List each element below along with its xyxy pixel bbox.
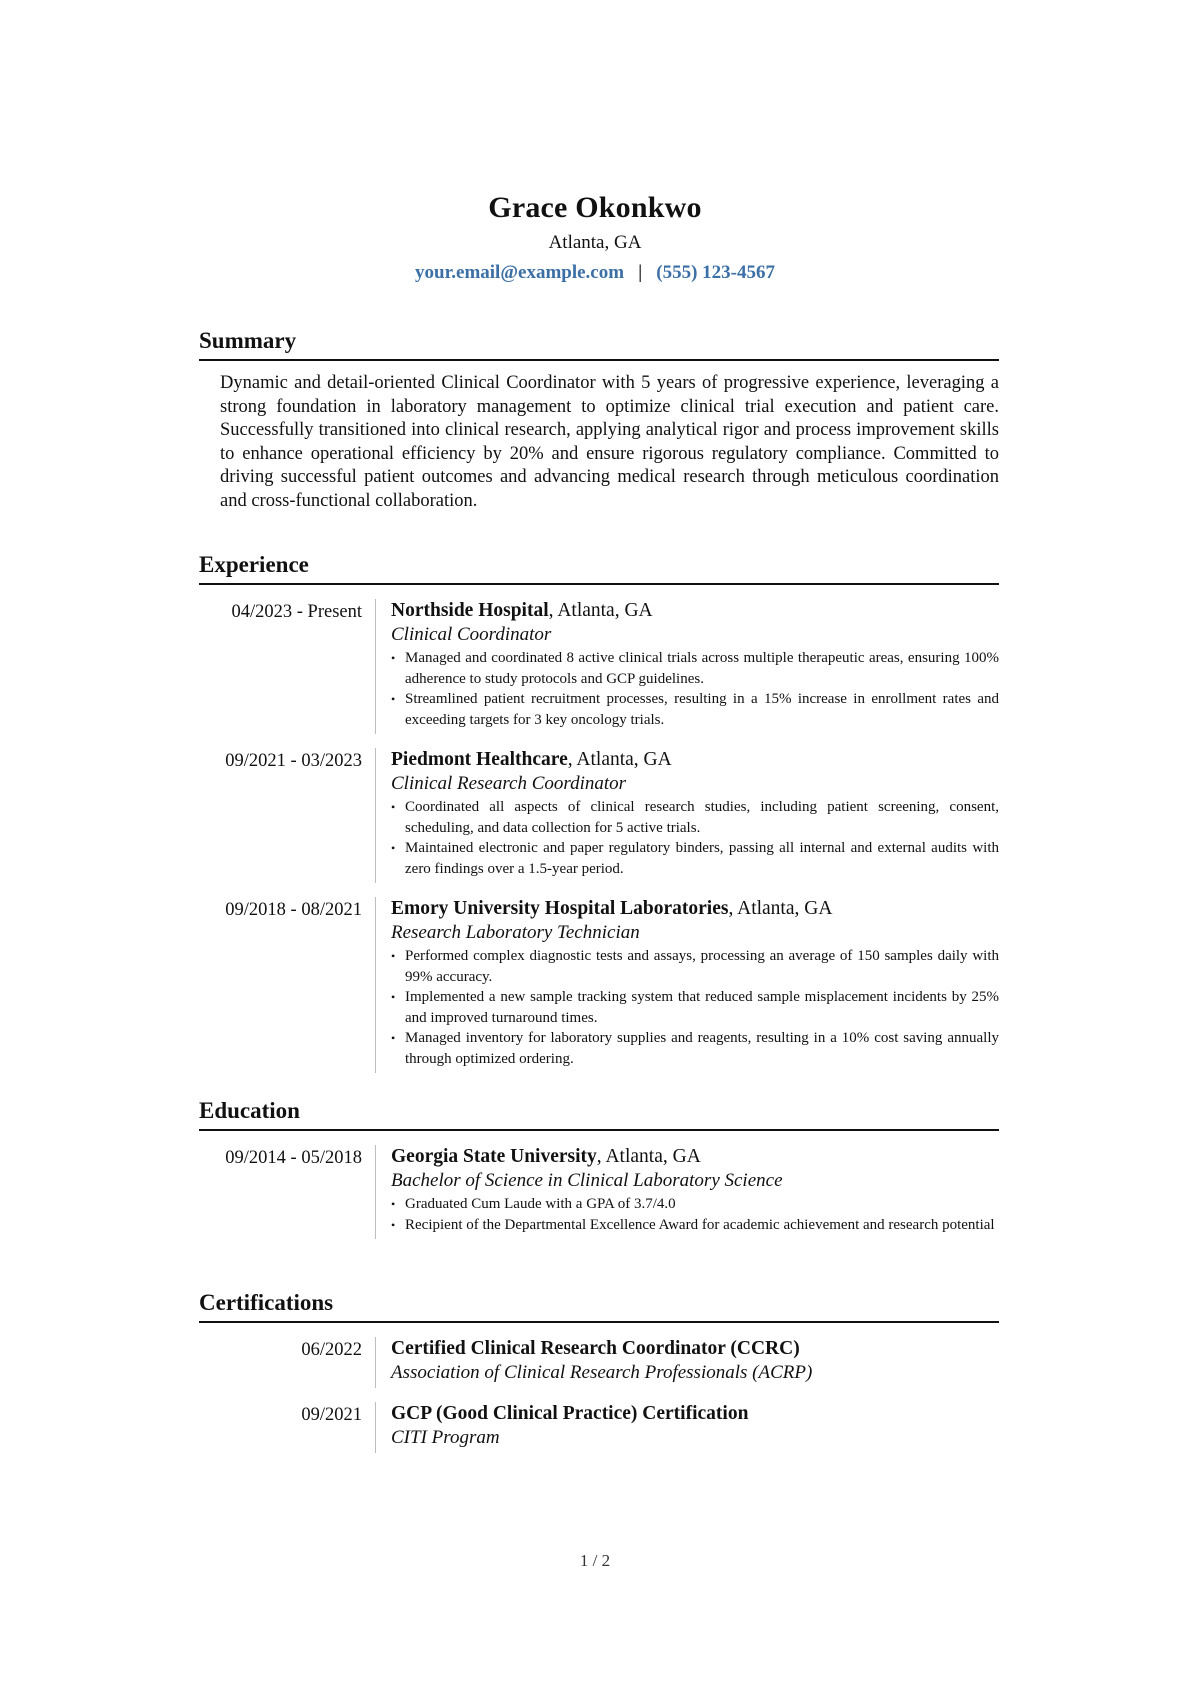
entry-organization [391,748,999,772]
entry-body [375,1402,999,1453]
contact-line [0,260,1190,286]
experience-entry [199,599,999,734]
experience-entry [199,897,999,1073]
bullet-item: • Performed complex diagnostic tests and assays, processing an average of 150 samples daily with 99% accuracy. [391,948,999,985]
organization-name: Piedmont Healthcare [391,749,568,770]
entry-degree: Bachelor of Science in Clinical Laboratory Science [391,1170,783,1191]
bullet-icon: • [391,990,396,1004]
entry-date: 09/2021 [301,1405,362,1425]
page-number: 1 / 2 [579,1551,611,1570]
entry-bullets [391,946,999,1069]
entry-body [375,1145,999,1239]
bullet-icon: • [391,692,396,706]
experience-heading: Experience [199,551,999,585]
entry-body [375,599,999,734]
entry-role: Clinical Coordinator [391,624,552,645]
contact-separator: | [638,262,643,283]
organization-name: Northside Hospital [391,600,549,621]
bullet-icon: • [391,841,396,855]
experience-section [199,551,999,1073]
entry-role: Research Laboratory Technician [391,922,640,943]
entry-bullets [391,797,999,879]
candidate-location: Atlanta, GA [548,232,642,253]
certification-issuer: CITI Program [391,1427,500,1448]
entry-organization [391,897,999,921]
entry-role: Clinical Research Coordinator [391,773,627,794]
entry-organization [391,1145,999,1169]
summary-section [199,327,999,513]
bullet-item: • Coordinated all aspects of clinical research studies, including patient screening, consent, scheduling, and data collection for 5 active trials. [391,799,999,836]
email-link[interactable]: your.email@example.com [415,262,625,283]
certifications-section [199,1289,999,1453]
institution-location: , Atlanta, GA [596,1146,701,1167]
bullet-icon: • [391,651,396,665]
organization-location: , Atlanta, GA [548,600,653,621]
bullet-item: • Recipient of the Departmental Excellence Award for academic achievement and research potential [391,1215,999,1236]
summary-text: Dynamic and detail-oriented Clinical Coordinator with 5 years of progressive experience, leveraging a strong foundation in laboratory management to optimize clinical trial execution and patient care. Successfully transitioned into clinical research, applying analytical rigor and process improvement skills to enhance operational efficiency by 20% and ensure rigorous regulatory compliance. Committed to driving successful patient outcomes and advancing medical research through meticulous coordination and cross-functional collaboration. [220,373,999,511]
entry-body [375,748,999,883]
summary-heading: Summary [199,327,999,361]
entry-bullets [391,1194,999,1235]
certification-name: Certified Clinical Research Coordinator (CCRC) [391,1338,800,1359]
education-entry [199,1145,999,1239]
candidate-name: Grace Okonkwo [488,191,702,224]
education-heading: Education [199,1097,999,1131]
phone-link[interactable]: (555) 123-4567 [656,262,775,283]
institution-name: Georgia State University [391,1146,597,1167]
entry-date: 09/2018 - 08/2021 [225,900,362,920]
bullet-item: • Maintained electronic and paper regulatory binders, passing all internal and external audits with zero findings over a 1.5-year period. [391,840,999,877]
bullet-item: • Implemented a new sample tracking system that reduced sample misplacement incidents by 25% and improved turnaround times. [391,989,999,1026]
organization-location: , Atlanta, GA [728,898,833,919]
entry-date: 09/2014 - 05/2018 [225,1148,362,1168]
education-section [199,1097,999,1239]
entry-date: 04/2023 - Present [231,602,362,622]
certification-name: GCP (Good Clinical Practice) Certification [391,1403,749,1424]
bullet-icon: • [391,949,396,963]
experience-entry [199,748,999,883]
bullet-icon: • [391,1197,396,1211]
entry-date: 09/2021 - 03/2023 [225,751,362,771]
entry-body [375,897,999,1073]
entry-bullets [391,648,999,730]
bullet-item: • Streamlined patient recruitment processes, resulting in a 15% increase in enrollment rates and exceeding targets for 3 key oncology trials. [391,691,999,728]
certification-entry [199,1337,999,1388]
bullet-icon: • [391,800,396,814]
certification-issuer: Association of Clinical Research Professionals (ACRP) [391,1362,813,1383]
certification-entry [199,1402,999,1453]
bullet-item: • Graduated Cum Laude with a GPA of 3.7/4.0 [391,1194,999,1215]
entry-date: 06/2022 [301,1340,362,1360]
bullet-icon: • [391,1217,396,1232]
entry-organization [391,599,999,623]
entry-body [375,1337,999,1388]
certifications-heading: Certifications [199,1289,999,1323]
bullet-item: • Managed and coordinated 8 active clinical trials across multiple therapeutic areas, ensuring 100% adherence to study protocols and GCP guidelines. [391,650,999,687]
resume-header [0,190,1190,286]
organization-name: Emory University Hospital Laboratories [391,898,729,919]
bullet-icon: • [391,1031,396,1045]
organization-location: , Atlanta, GA [567,749,672,770]
bullet-item: • Managed inventory for laboratory supplies and reagents, resulting in a 10% cost saving annually through optimized ordering. [391,1030,999,1067]
